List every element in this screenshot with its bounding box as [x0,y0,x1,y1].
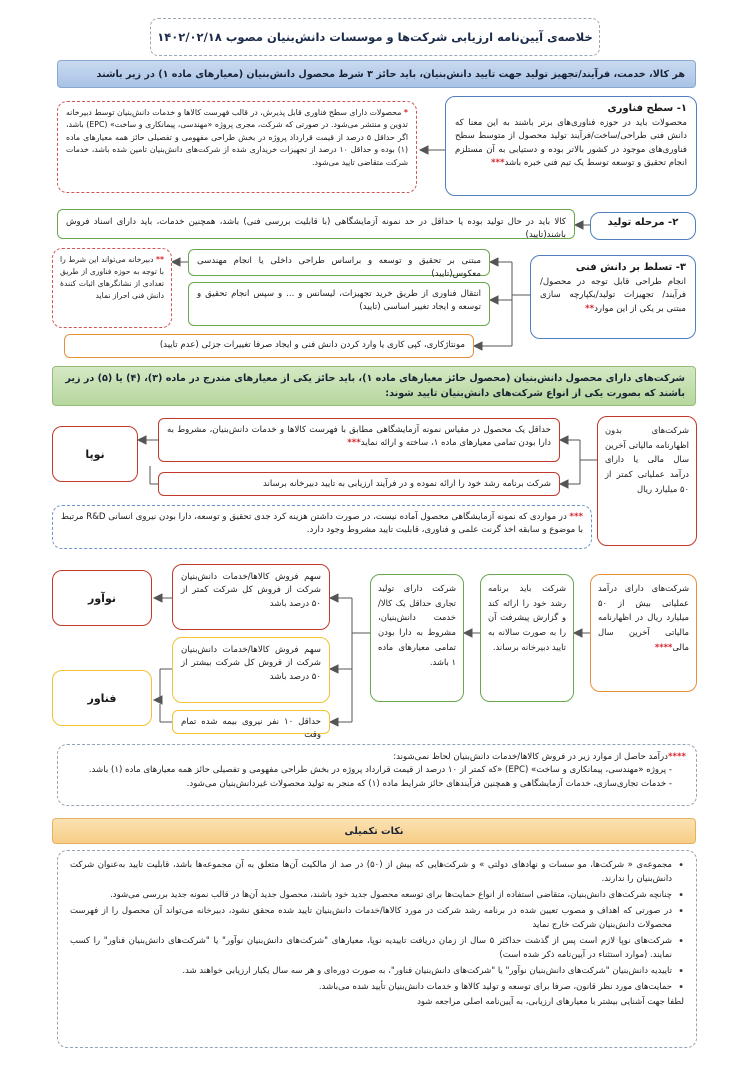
criterion-body: محصولات باید در حوزه فناوری‌های برتر باشند به این معنا که دانش فنی طراحی/ساخت/فرآیند تولید محصول از متوسط سطح فناوری‌های موجود در کشور بالاتر بوده و دستیابی به آن مستلزم انجام تحقیق و توسعه توسط یک تیم فنی خبره باشد*** [455,118,687,168]
novavar-sales-share: سهم فروش کالاها/خدمات دانش‌بنیان شرکت از فروش کل شرکت کمتر از ۵۰ درصد باشد [172,564,330,630]
criterion-title: ۱- سطح فناوری [607,103,687,114]
mastery-option-assembly: مونتاژکاری، کپی کاری یا وارد کردن دانش فنی و ایجاد صرفا تغییرات جزئی (عدم تایید) [64,334,474,358]
nopa-requirement-sample: حداقل یک محصول در مقیاس نمونه آزمایشگاهی مطابق با فهرست کالاها و خدمات دانش‌بنیان، مشروط به دارا بودن تمامی معیارهای ماده ۱، ساخته و ارائه نماید*** [158,418,560,462]
fanavar-staff-requirement: حداقل ۱۰ نفر نیروی بیمه شده تمام وقت [172,710,330,734]
nopa-requirement-growth-plan: شرکت برنامه رشد خود را ارائه نموده و در فرآیند ارزیابی به تایید دبیرخانه برساند [158,472,560,496]
fanavar-sales-share: سهم فروش کالاها/خدمات دانش‌بنیان شرکت از فروش کل شرکت بیشتر از ۵۰ درصد باشد [172,637,330,703]
commercial-product-requirement: شرکت دارای تولید تجاری حداقل یک کالا/خدمت دانش‌بنیان، مشروط به دارا بودن تمامی معیارهای ماده ۱ باشد. [370,574,464,702]
list-item: • چنانچه شرکت‌های دانش‌بنیان، متقاضی استفاده از انواع حمایت‌ها برای توسعه محصول جدید خود باشند، محصول جدید آن‌ها در قالب نمونه جدید بررسی می‌شود. [70,888,684,902]
list-item: • تاییدیه دانش‌بنیان "شرکت‌های دانش‌بنیان نوآور" یا "شرکت‌های دانش‌بنیان فناور"، به صورت دوره‌ای و هر سه سال یکبار ارزیابی خواهند شد. [70,964,684,978]
nopa-condition: شرکت‌های بدون اظهارنامه مالیاتی آخرین سال مالی یا دارای درآمد عملیاتی کمتر از ۵۰ میلیارد ریال [597,416,697,546]
section-header-company-types: شرکت‌های دارای محصول دانش‌بنیان (محصول حائز معیارهای ماده ۱)، باید حائز یکی از معیارهای مندرج در ماده (۳)، (۴) یا (۵) در زیر باشند که بصورت یکی از انواع شرکت‌های دانش‌بنیان تایید شوند: [52,366,696,406]
revenue-exclusion-note: ****درآمد حاصل از موارد زیر در فروش کالاها/خدمات دانش‌بنیان لحاظ نمی‌شوند: - پروژه «مهندسی، پیمانکاری و ساخت» (EPC) «که کمتر از ۱۰ درصد از قیمت قرارداد پروژه در بخش طراحی مفهومی و تفصیلی حائز همه معیارهای ماده (۱) باشد. - خدمات تجاری‌سازی، خدمات آزمایشگاهی و همچنین فرآیندهای حائز شرایط ماده (۱) که منجر به تولید محصولات غیردانش‌بنیان می‌شود. [57,744,697,806]
label-fanavar: فناور [52,670,152,726]
notes-footer: لطفا جهت آشنایی بیشتر با معیارهای ارزیابی، به آیین‌نامه اصلی مراجعه شود [417,997,684,1008]
production-stage-body: کالا باید در حال تولید بوده یا حداقل در حد نمونه آزمایشگاهی (با قابلیت بررسی فنی) باشد، همچنین خدمات، باید دارای اسناد فروش باشند(تایید) [57,209,575,239]
notes-list-box [57,850,697,1048]
list-item: • حمایت‌های مورد نظر قانون، صرفا برای توسعه و تولید کالاها و خدمات دانش‌بنیان تأیید شده می‌باشد. [70,980,684,994]
list-item: • مجموعه‌ی « شرکت‌ها، مو سسات و نهادهای دولتی » و شرکت‌هایی که بیش از (۵۰) در صد از مالکیت آن‌ها متعلق به آن مجموعه‌ها باشد، قابلیت تایید به‌عنوان شرکت دانش‌بنیان را ندارند. [70,858,684,886]
mastery-note: ** دبیرخانه می‌تواند این شرط را با توجه به حوزه فناوری از طریق تعدادی از نشانگرهای اثبات کنندهٔ دانش فنی احراز نماید [52,248,172,328]
page-title: خلاصه‌ی آیین‌نامه ارزیابی شرکت‌ها و موسسات دانش‌بنیان مصوب ۱۴۰۲/۰۲/۱۸ [150,18,600,56]
novavar-condition: شرکت‌های دارای درآمد عملیاتی بیش از ۵۰ میلیارد ریال در اظهارنامه مالیاتی آخرین سال مالی**** [590,574,697,692]
list-item: • شرکت‌های نوپا لازم است پس از گذشت حداکثر ۵ سال از زمان دریافت تاییدیه نوپا، معیارهای "شرکت‌های دانش‌بنیان نوآور" یا "شرکت‌های دانش‌بنیان فناور" را کسب نمایند. (موارد استثناء در آیین‌نامه ذکر شده است) [70,934,684,962]
nopa-conditional-note: *** در مواردی که نمونه آزمایشگاهی محصول آماده نیست، در صورت داشتن هزینه کرد جدی تحقیق و توسعه، دارا بودن نیروی انسانی R&D مرتبط با موضوع و سابقه اخذ گرنت علمی و فناوری، قابلیت تایید مشروط وجود دارد. [52,505,592,549]
notes-list [70,858,684,994]
list-item: • در صورتی که اهداف و مصوب تعیین شده در برنامه رشد شرکت در مورد کالاها/خدمات دانش‌بنیان تایید شده محقق نشود، دبیرخانه می‌تواند آن محصول را از فهرست محصولات دانش‌بنیان شرکت خارج نماید [70,904,684,932]
mastery-option-transfer: انتقال فناوری از طریق خرید تجهیزات، لیسانس و ... و سپس انجام تحقیق و توسعه و ایجاد تغییر اساسی (تایید) [188,282,490,326]
label-novavar: نوآور [52,570,152,626]
criterion-production-stage: ۲- مرحله تولید [590,212,696,240]
criterion-technical-mastery: ۳- تسلط بر دانش فنی انجام طراحی قابل توجه در محصول/ فرآیند/ تجهیزات تولید/یکپارچه سازی مبتنی بر یکی از این موارد** [530,255,696,339]
label-nopa: نوپا [52,426,138,482]
technology-level-note: * محصولات دارای سطح فناوری قابل پذیرش، در قالب فهرست کالاها و خدمات دانش‌بنیان توسط دبیرخانه تدوین و منتشر می‌شود. در صورتی که شرکت، مجری پروژه «مهندسی، پیمانکاری و ساخت» (EPC) باشد، اگر حداقل ۵ درصد از قیمت قرارداد پروژه در بخش طراحی مفهومی و تفصیلی حائز همه معیارهای ماده (۱) بوده و حداقل ۱۰ درصد از تجهیزات خریداری شده از شرکت‌های دانش‌بنیان تامین شده باشد، خدمات شرکت متقاضی تایید می‌شود. [57,101,417,193]
section-header-notes: نکات تکمیلی [52,818,696,844]
growth-plan-requirement: شرکت باید برنامه رشد خود را ارائه کند و گزارش پیشرفت آن را به صورت سالانه به تایید دبیرخانه برساند. [480,574,574,702]
section-header-product-criteria: هر کالا، خدمت، فرآیند/تجهیز تولید جهت تایید دانش‌بنیان، باید حائز ۳ شرط محصول دانش‌بنیان (معیارهای ماده ۱) در زیر باشند [57,60,696,88]
mastery-option-rnd: مبتنی بر تحقیق و توسعه و براساس طراحی داخلی یا انجام مهندسی معکوس(تایید) [188,249,490,276]
criterion-technology-level [445,96,697,196]
